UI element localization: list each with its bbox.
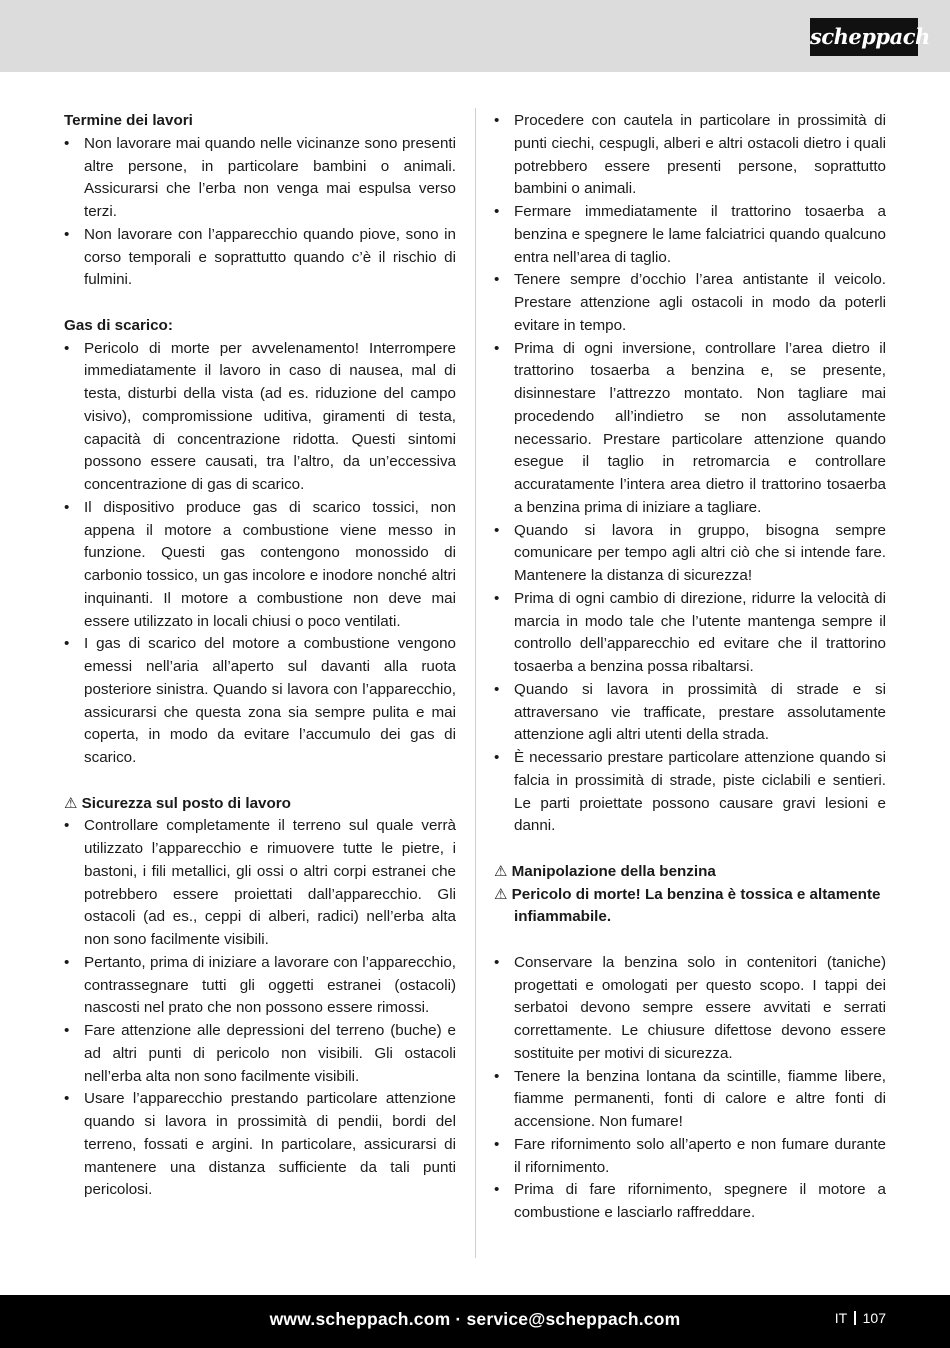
page-number: 107: [862, 1310, 886, 1326]
page-indicator: [835, 1310, 886, 1326]
left-column: [64, 110, 456, 1202]
list-item: • Procedere con cautela in particolare in prossimità di punti ciechi, cespugli, alberi e altri ostacoli dietro i quali potrebbero essere presenti persone, soprattutto bambini o animali.: [494, 110, 886, 201]
list-item: • Controllare completamente il terreno sul quale verrà utilizzato l’apparecchio e rimuovere tutte le pietre, i bastoni, i fili metallici, gli ossi o altri corpi estranei che potrebbero essere proiettati dall’apparecchio. Gli ostacoli (ad es., ceppi di alberi, radici) nell’erba alta non sono facilmente visibili.: [64, 815, 456, 952]
list-item: • Quando si lavora in gruppo, bisogna sempre comunicare per tempo agli altri ciò che si intende fare. Mantenere la distanza di sicurezza!: [494, 520, 886, 588]
list-item: • Tenere la benzina lontana da scintille, fiamme libere, fiamme permanenti, fonti di calore e altre fonti di accensione. Non fumare!: [494, 1066, 886, 1134]
list-item: • Pertanto, prima di iniziare a lavorare con l’apparecchio, contrassegnare tutti gli oggetti estranei (ostacoli) nascosti nel prato che non possono essere rimossi.: [64, 952, 456, 1020]
benzina-list: [494, 952, 886, 1225]
spacer: [64, 292, 456, 315]
list-item: • Fare attenzione alle depressioni del terreno (buche) e ad altri punti di pericolo non visibili. Gli ostacoli nell’erba alta non sono facilmente visibili.: [64, 1020, 456, 1088]
language-code: IT: [834, 1310, 848, 1326]
list-item: • Conservare la benzina solo in contenitori (taniche) progettati e omologati per questo scopo. I tappi dei serbatoi devono sempre essere avvitati e serrati correttamente. Le chiusure difettose devono essere sostituite per motivi di sicurezza.: [494, 952, 886, 1066]
continued-list: [494, 110, 886, 838]
list-item: • Pericolo di morte per avvelenamento! Interrompere immediatamente il lavoro in caso di nausea, mal di testa, disturbi della vista (ad es. riduzione del campo visivo), compromissione uditiva, giramenti di testa, capacità di concentrazione ridotta. Questi sintomi possono essere causati, tra l’altro, da un’eccessiva concentrazione di gas di scarico.: [64, 338, 456, 497]
heading-text: Sicurezza sul posto di lavoro: [81, 794, 291, 812]
spacer: [64, 770, 456, 793]
list-item: • I gas di scarico del motore a combustione vengono emessi nell’aria all’aperto sul davanti alla ruota posteriore sinistra. Quando si lavora con l’apparecchio, assicurarsi che questa zona sia sempre pulita e mai coperta, in modo da evitare l’accumulo dei gas di scarico.: [64, 633, 456, 770]
section-heading-gas: Gas di scarico:: [64, 316, 173, 334]
spacer: [494, 838, 886, 861]
termine-list: [64, 133, 456, 292]
list-item: • Prima di fare rifornimento, spegnere il motore a combustione e lasciarlo raffreddare.: [494, 1179, 886, 1225]
separator-bar: [854, 1311, 856, 1325]
column-divider: [475, 108, 476, 1258]
list-item: • Prima di ogni cambio di direzione, ridurre la velocità di marcia in modo tale che l’utente mantenga sempre il controllo dell’apparecchio ed evitare che il trattorino tosaerba a benzina possa ribaltarsi.: [494, 588, 886, 679]
page-header: [0, 0, 950, 72]
list-item: • Non lavorare mai quando nelle vicinanze sono presenti altre persone, in particolare bambini o animali. Assicurarsi che l’erba non venga mai espulsa verso terzi.: [64, 133, 456, 224]
list-item: • Usare l’apparecchio prestando particolare attenzione quando si lavora in prossimità di pendii, bordi del terreno, fossati e argini. In particolare, assicurarsi di mantenere una distanza sufficiente da tali punti pericolosi.: [64, 1088, 456, 1202]
footer-contact: www.scheppach.com · service@scheppach.com: [269, 1309, 681, 1329]
list-item: • Fermare immediatamente il trattorino tosaerba a benzina e spegnere le lame falciatrici quando qualcuno entra nell’area di taglio.: [494, 201, 886, 269]
list-item: • Tenere sempre d’occhio l’area antistante il veicolo. Prestare attenzione agli ostacoli in modo da poterli evitare in tempo.: [494, 269, 886, 337]
spacer: [494, 929, 886, 952]
list-item: • È necessario prestare particolare attenzione quando si falcia in prossimità di strade, piste ciclabili e sentieri. Le parti proiettate possono causare gravi lesioni e danni.: [494, 747, 886, 838]
gas-list: [64, 338, 456, 770]
section-heading-sicurezza: [64, 793, 456, 816]
page-footer: [0, 1295, 950, 1348]
warning-triangle-icon: ⚠: [64, 794, 78, 812]
sicurezza-list: [64, 815, 456, 1202]
list-item: • Fare rifornimento solo all’aperto e non fumare durante il rifornimento.: [494, 1134, 886, 1180]
list-item: • Prima di ogni inversione, controllare l’area dietro il trattorino tosaerba a benzina e, se presente, disinnestare l’attrezzo montato. Non tagliare mai procedendo all’indietro se non assolutamente necessario. Prestare particolare attenzione quando esegue il taglio in retromarcia e controllare accuratamente l’intera area dietro il trattorino tosaerba a benzina prima di iniziare a tagliare.: [494, 338, 886, 520]
warning-triangle-icon: ⚠: [494, 862, 508, 880]
right-column: [494, 110, 886, 1225]
list-item: • Quando si lavora in prossimità di strade e si attraversano vie trafficate, prestare assolutamente attenzione agli altri utenti della strada.: [494, 679, 886, 747]
list-item: • Non lavorare con l’apparecchio quando piove, sono in corso temporali e soprattutto quando c’è il rischio di fulmini.: [64, 224, 456, 292]
scheppach-logo: scheppach: [810, 18, 918, 56]
warning-triangle-icon: ⚠: [494, 885, 508, 903]
heading-text: Manipolazione della benzina: [511, 862, 716, 880]
list-item: • Il dispositivo produce gas di scarico tossici, non appena il motore a combustione viene messo in funzione. Questi gas contengono monossido di carbonio tossico, un gas incolore e inodore nonché altri inquinanti. Il motore a combustione non deve mai essere utilizzato in locali chiusi o poco ventilati.: [64, 497, 456, 634]
section-heading-termine: Termine dei lavori: [64, 112, 193, 129]
section-heading-benzina: [494, 861, 886, 884]
heading-text: Pericolo di morte! La benzina è tossica e altamente infiammabile.: [511, 885, 881, 926]
danger-heading: [494, 884, 886, 930]
